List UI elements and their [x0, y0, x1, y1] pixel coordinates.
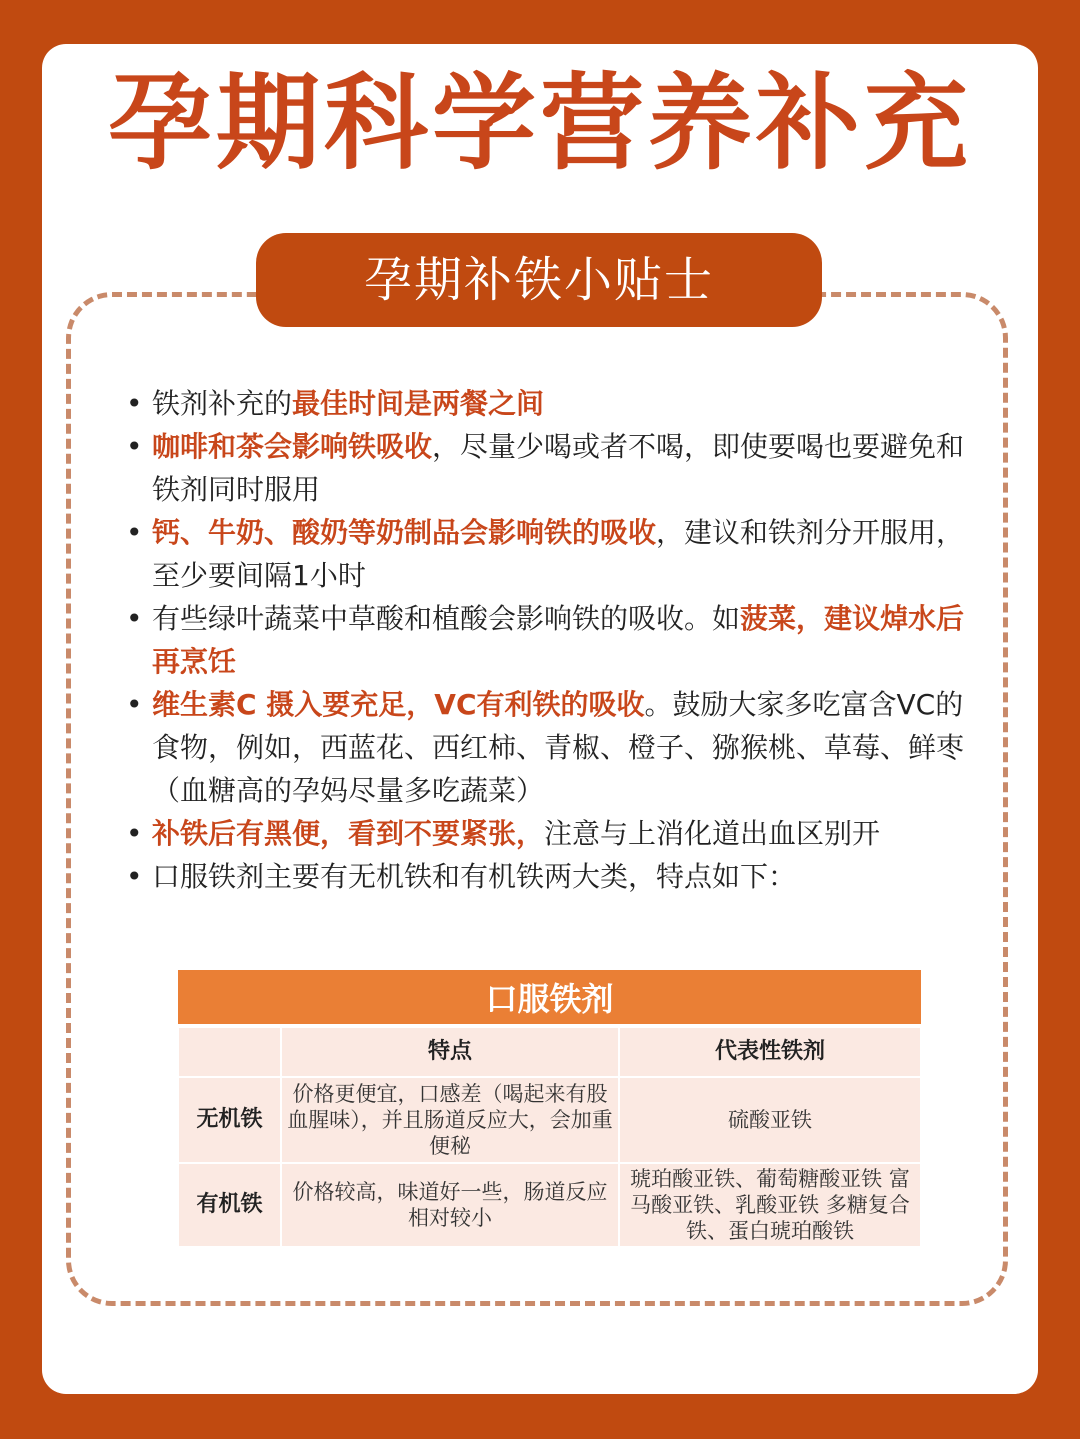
section-title: 孕期补铁小贴士 — [256, 233, 822, 327]
page-title: 孕期科学营养补充 — [107, 62, 972, 184]
row-examples: 硫酸亚铁 — [619, 1077, 921, 1163]
tip-item: • 咖啡和茶会影响铁吸收，尽量少喝或者不喝，即使要喝也要避免和铁剂同时服用 — [124, 425, 974, 511]
tip-item: • 维生素C 摄入要充足，VC有利铁的吸收。鼓励大家多吃富含VC的食物，例如，西蓝花、西红柿、青椒、橙子、猕猴桃、草莓、鲜枣（血糖高的孕妈尽量多吃蔬菜） — [124, 683, 974, 812]
table-header-row — [178, 1026, 921, 1077]
row-type: 无机铁 — [178, 1077, 281, 1163]
tips-list — [124, 382, 974, 898]
row-examples: 琥珀酸亚铁、葡萄糖酸亚铁 富马酸亚铁、乳酸亚铁 多糖复合铁、蛋白琥珀酸铁 — [619, 1163, 921, 1247]
tip-item: • 铁剂补充的最佳时间是两餐之间 — [124, 382, 974, 425]
tip-item: • 钙、牛奶、酸奶等奶制品会影响铁的吸收，建议和铁剂分开服用，至少要间隔1小时 — [124, 511, 974, 597]
tip-item: • 口服铁剂主要有无机铁和有机铁两大类，特点如下： — [124, 855, 974, 898]
table-row — [178, 1163, 921, 1247]
table-header-feature: 特点 — [281, 1026, 619, 1077]
table-header-empty — [178, 1026, 281, 1077]
table-caption: 口服铁剂 — [178, 970, 921, 1026]
tip-item: • 有些绿叶蔬菜中草酸和植酸会影响铁的吸收。如菠菜，建议焯水后再烹饪 — [124, 597, 974, 683]
oral-iron-table — [177, 970, 922, 1248]
table-header-examples: 代表性铁剂 — [619, 1026, 921, 1077]
row-type: 有机铁 — [178, 1163, 281, 1247]
row-feature: 价格较高，味道好一些，肠道反应相对较小 — [281, 1163, 619, 1247]
tip-item: • 补铁后有黑便，看到不要紧张，注意与上消化道出血区别开 — [124, 812, 974, 855]
table-row — [178, 1077, 921, 1163]
row-feature: 价格更便宜，口感差（喝起来有股血腥味），并且肠道反应大，会加重便秘 — [281, 1077, 619, 1163]
